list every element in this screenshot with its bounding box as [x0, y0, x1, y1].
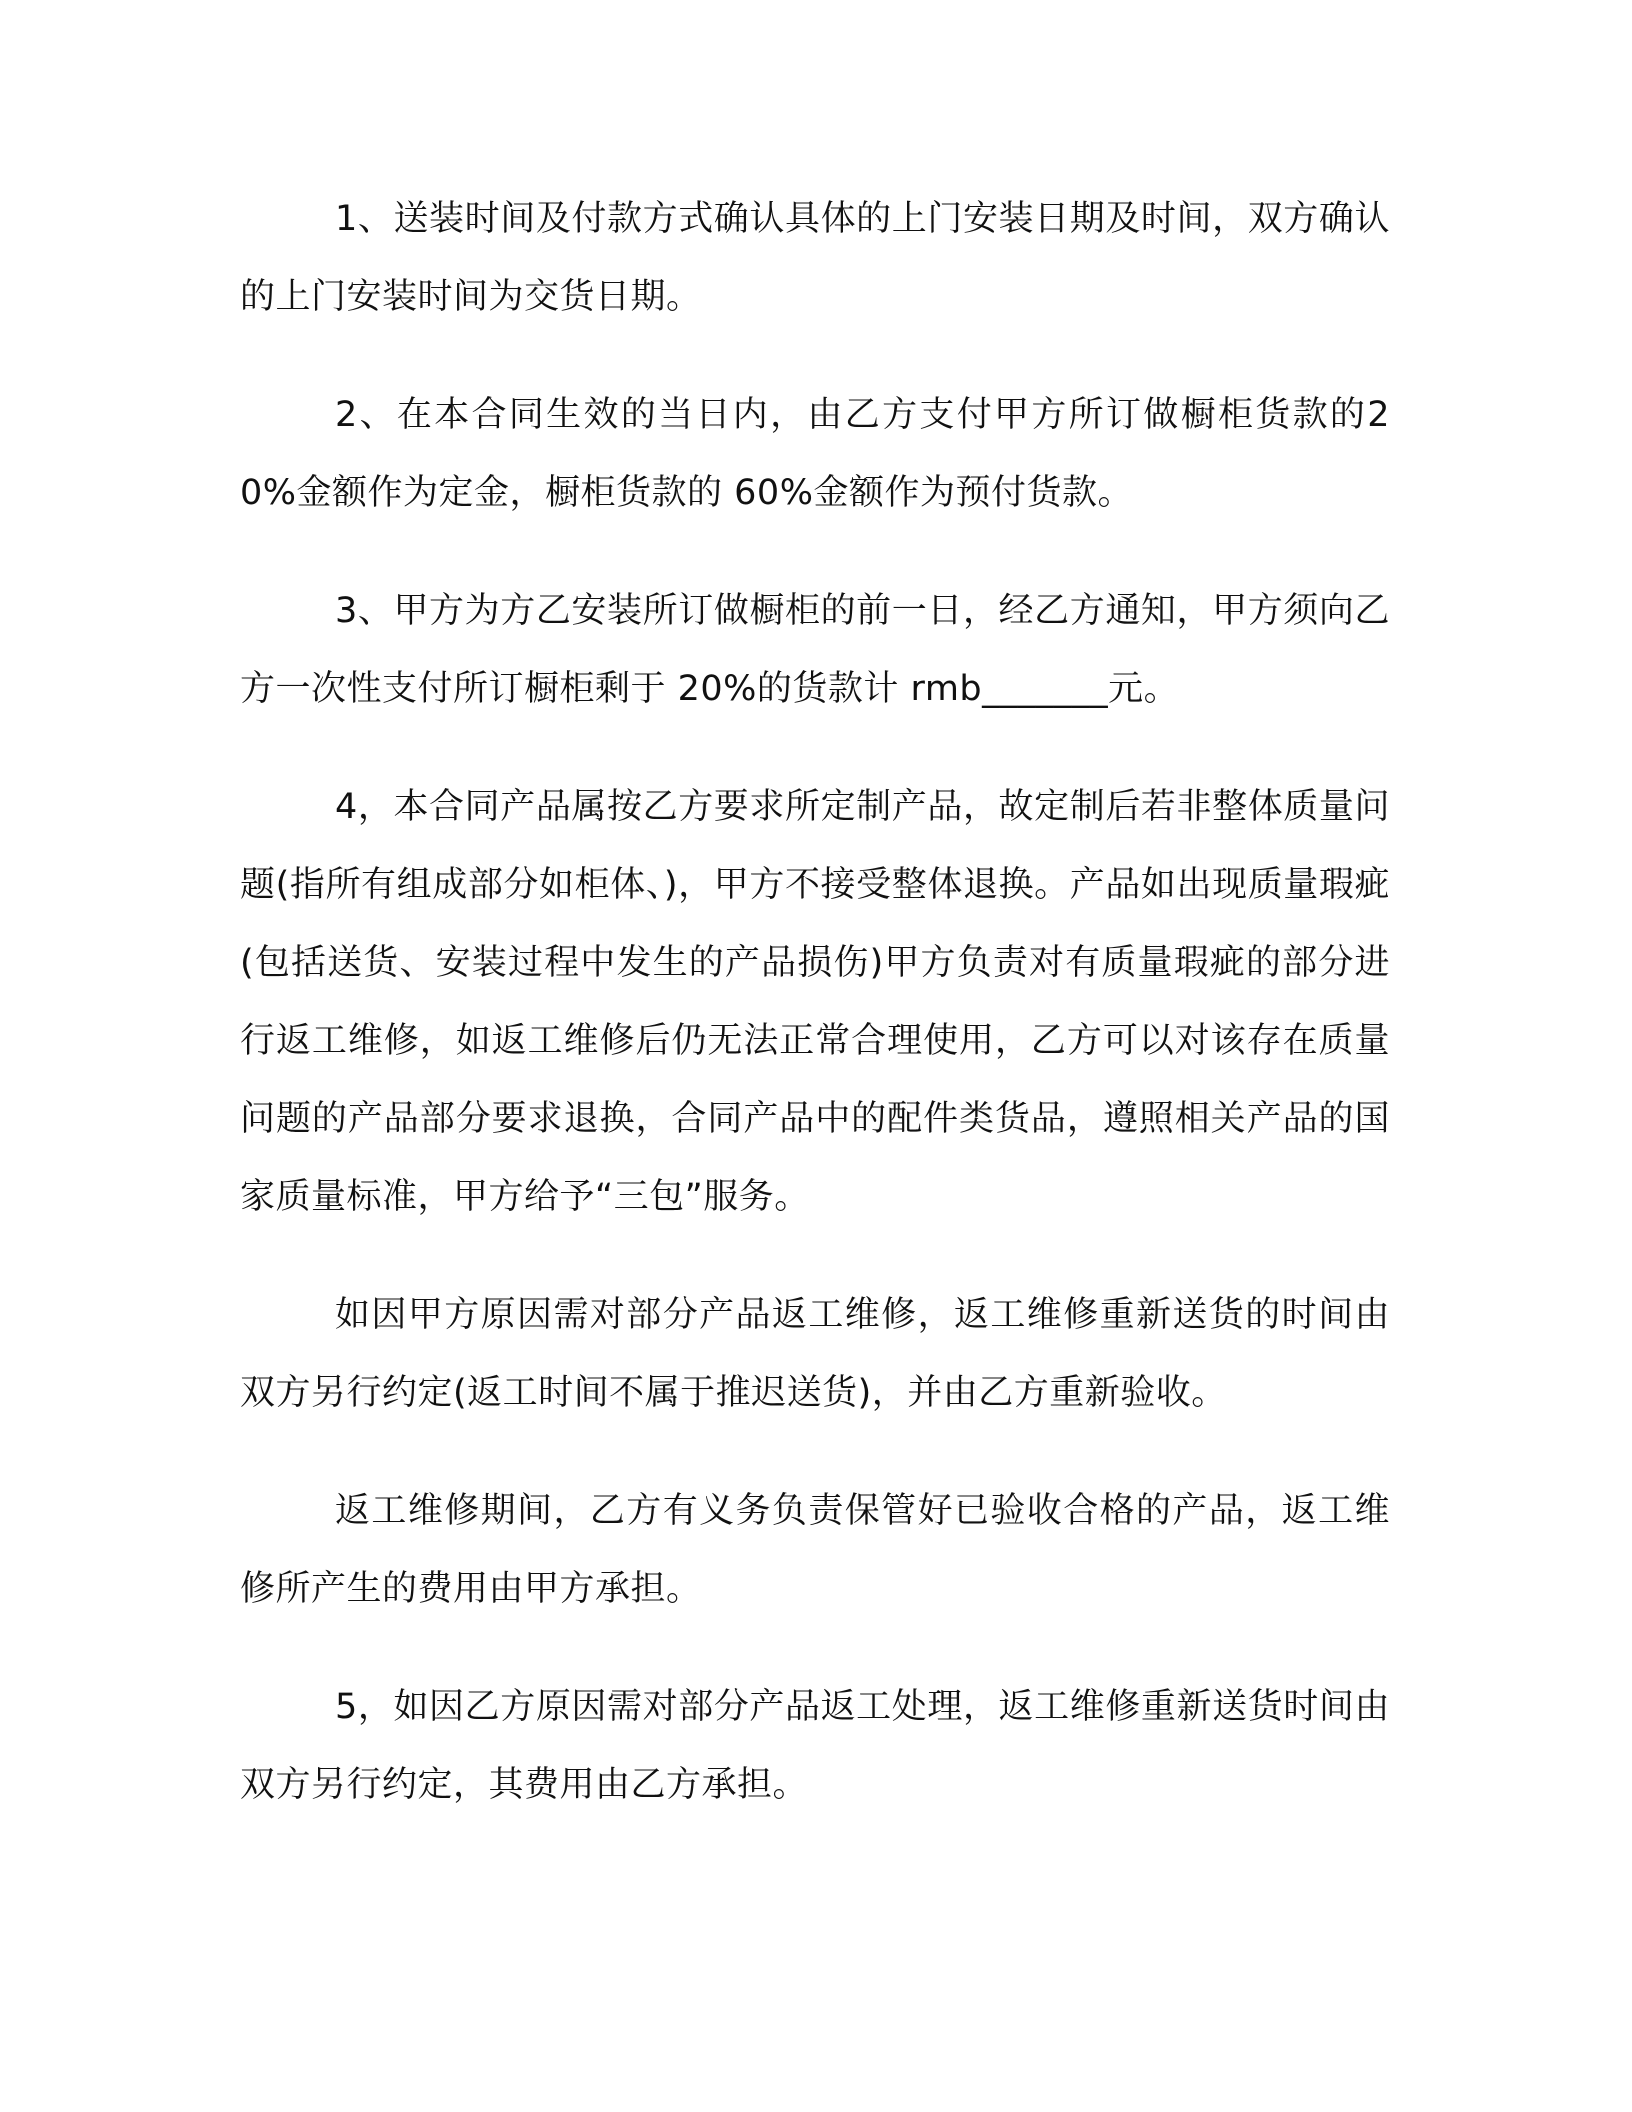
paragraph-clause-3: 3、甲方为方乙安装所订做橱柜的前一日，经乙方通知，甲方须向乙方一次性支付所订橱柜剩于 20%的货款计 rmb_______元。: [240, 591, 1390, 709]
paragraph-rework-period: 返工维修期间，乙方有义务负责保管好已验收合格的产品，返工维修所产生的费用由甲方承担。: [240, 1491, 1390, 1609]
paragraph-rework-party-a: 如因甲方原因需对部分产品返工维修，返工维修重新送货的时间由双方另行约定(返工时间不属于推迟送货)，并由乙方重新验收。: [240, 1295, 1390, 1413]
paragraph-clause-5: 5，如因乙方原因需对部分产品返工处理，返工维修重新送货时间由双方另行约定，其费用由乙方承担。: [240, 1687, 1390, 1805]
paragraph-clause-4: 4，本合同产品属按乙方要求所定制产品，故定制后若非整体质量问题(指所有组成部分如柜体、)，甲方不接受整体退换。产品如出现质量瑕疵(包括送货、安装过程中发生的产品损伤)甲方负责对有质量瑕疵的部分进行返工维修，如返工维修后仍无法正常合理使用，乙方可以对该存在质量问题的产品部分要求退换，合同产品中的配件类货品，遵照相关产品的国家质量标准，甲方给予“三包”服务。: [240, 787, 1390, 1217]
paragraph-clause-1: 1、送装时间及付款方式确认具体的上门安装日期及时间，双方确认的上门安装时间为交货日期。: [240, 199, 1390, 317]
document-body: [240, 180, 1390, 1864]
paragraph-clause-2: 2、在本合同生效的当日内，由乙方支付甲方所订做橱柜货款的20%金额作为定金，橱柜货款的 60%金额作为预付货款。: [240, 395, 1390, 513]
